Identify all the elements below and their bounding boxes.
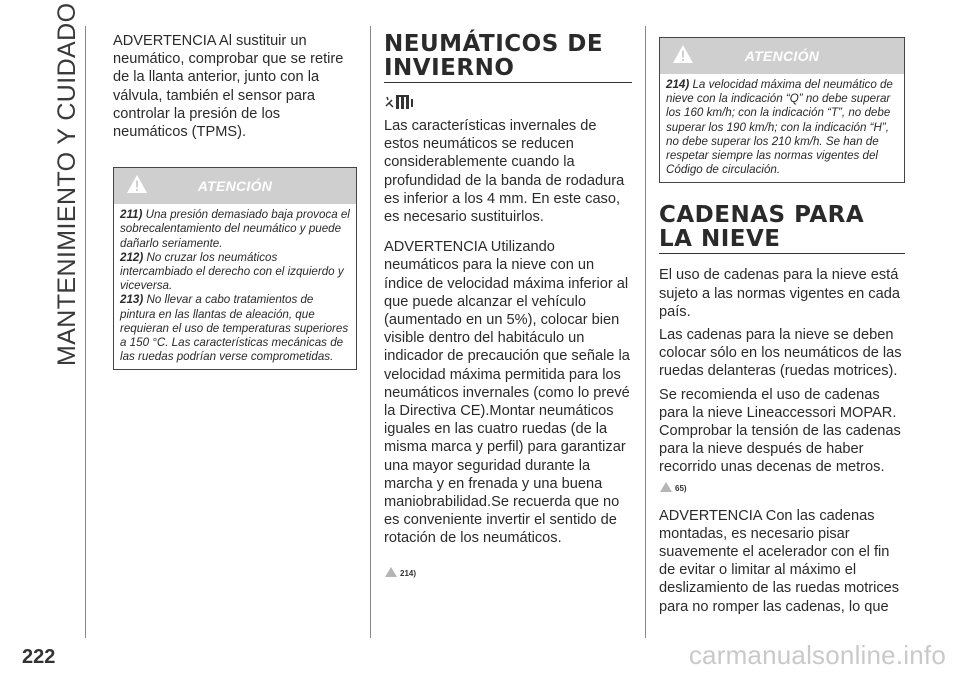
tpms-advice: ADVERTENCIA Al sustituir un neumático, comprobar que se retire de la llanta anterior, junto con la válvula, también el sensor para controlar la presión de los neumáticos (TPMS). xyxy=(113,33,344,141)
warning-title: ATENCIÓN xyxy=(744,48,820,64)
snow-chains-paragraph-1: El uso de cadenas para la nieve está sujeto a las normas vigentes en cada país. xyxy=(659,267,900,320)
chapter-title: MANTENIMIENTO Y CUIDADO xyxy=(53,2,81,366)
column-divider-2 xyxy=(645,26,646,638)
warning-reference-number: 214) xyxy=(400,568,417,578)
column-divider-1 xyxy=(370,26,371,638)
snow-chains-advice: ADVERTENCIA Con las cadenas montadas, es necesario pisar suavemente el acelerador con el fin de evitar o limitar al máximo el deslizamiento de las ruedas motrices para no romper las cadenas, lo que xyxy=(659,507,900,615)
warning-reference-icon xyxy=(384,566,398,578)
winter-tyre-paragraph: Las características invernales de estos neumáticos se reducen considerablemente cuando la profundidad de la banda de rodadura es inferior a los 4 mm. En este caso, es necesario sustituirlos. xyxy=(384,118,625,226)
warning-item-211: 211) Una presión demasiado baja provoca el sobrecalentamiento del neumático y puede dañarlo seriamente. xyxy=(120,208,350,250)
caution-reference-icon xyxy=(659,481,673,493)
warning-box-2 xyxy=(659,37,905,183)
watermark: carmanualsonline.info xyxy=(688,640,946,670)
warning-item-212: 212) No cruzar los neumáticos intercambiado el derecho con el izquierdo y viceversa. xyxy=(120,250,344,293)
snow-chains-paragraph-2: Las cadenas para la nieve se deben colocar sólo en los neumáticos de las ruedas delanteras (ruedas motrices). xyxy=(659,327,902,380)
warning-title: ATENCIÓN xyxy=(197,178,273,195)
section-heading-snow-chains: CADENAS PARA LA NIEVE xyxy=(659,203,905,254)
section-heading-winter-tyres: NEUMÁTICOS DE INVIERNO xyxy=(384,32,632,83)
column-2 xyxy=(384,32,632,584)
warning-box-1 xyxy=(113,167,357,370)
caution-reference xyxy=(659,481,905,493)
warning-item-213: 213) No llevar a cabo tratamientos de pintura en las llantas de aleación, que requieran el uso de temperaturas superiores a 150 °C. Las características mecánicas de las ruedas podrían verse comprometidas. xyxy=(120,293,349,364)
sidebar-divider xyxy=(85,26,86,638)
snow-chains-paragraph-3: Se recomienda el uso de cadenas para la nieve Lineaccessori MOPAR. Comprobar la tensión de las cadenas para la nieve después de haber recorrido unas decenas de metros. xyxy=(659,386,901,476)
caution-reference-number: 65) xyxy=(675,483,687,493)
warning-item-214: 214) La velocidad máxima del neumático de nieve con la indicación “Q” no debe superar los 160 km/h; con la indicación “T”, no debe superar los 190 km/h; con la indicación “H”, no debe superar los 210 km/h. Se han de respetar siempre las normas vigentes del Código de circulación. xyxy=(666,78,893,177)
column-3 xyxy=(659,37,905,616)
warning-header xyxy=(114,168,356,204)
snow-tyre-icon xyxy=(384,93,632,113)
warning-body xyxy=(114,204,356,369)
column-1 xyxy=(113,32,357,370)
warning-header xyxy=(660,38,904,74)
page-number: 222 xyxy=(22,646,56,668)
warning-reference xyxy=(384,566,632,578)
warning-body xyxy=(660,74,904,182)
winter-tyre-advice: ADVERTENCIA Utilizando neumáticos para la nieve con un índice de velocidad máxima inferior al que puede alcanzar el vehículo (aumentado en un 5%), colocar bien visible dentro del habitáculo un indicador de precaución que señale la velocidad máxima permitida para los neumáticos invernales (como lo prevé la Directiva CE).Montar neumáticos iguales en las cuatro ruedas (de la misma marca y perfil) para garantizar una mayor seguridad durante la marcha y en frenada y una buena maniobrabilidad.Se recuerda que no es conveniente invertir el sentido de rotación de los neumáticos. xyxy=(384,239,630,547)
